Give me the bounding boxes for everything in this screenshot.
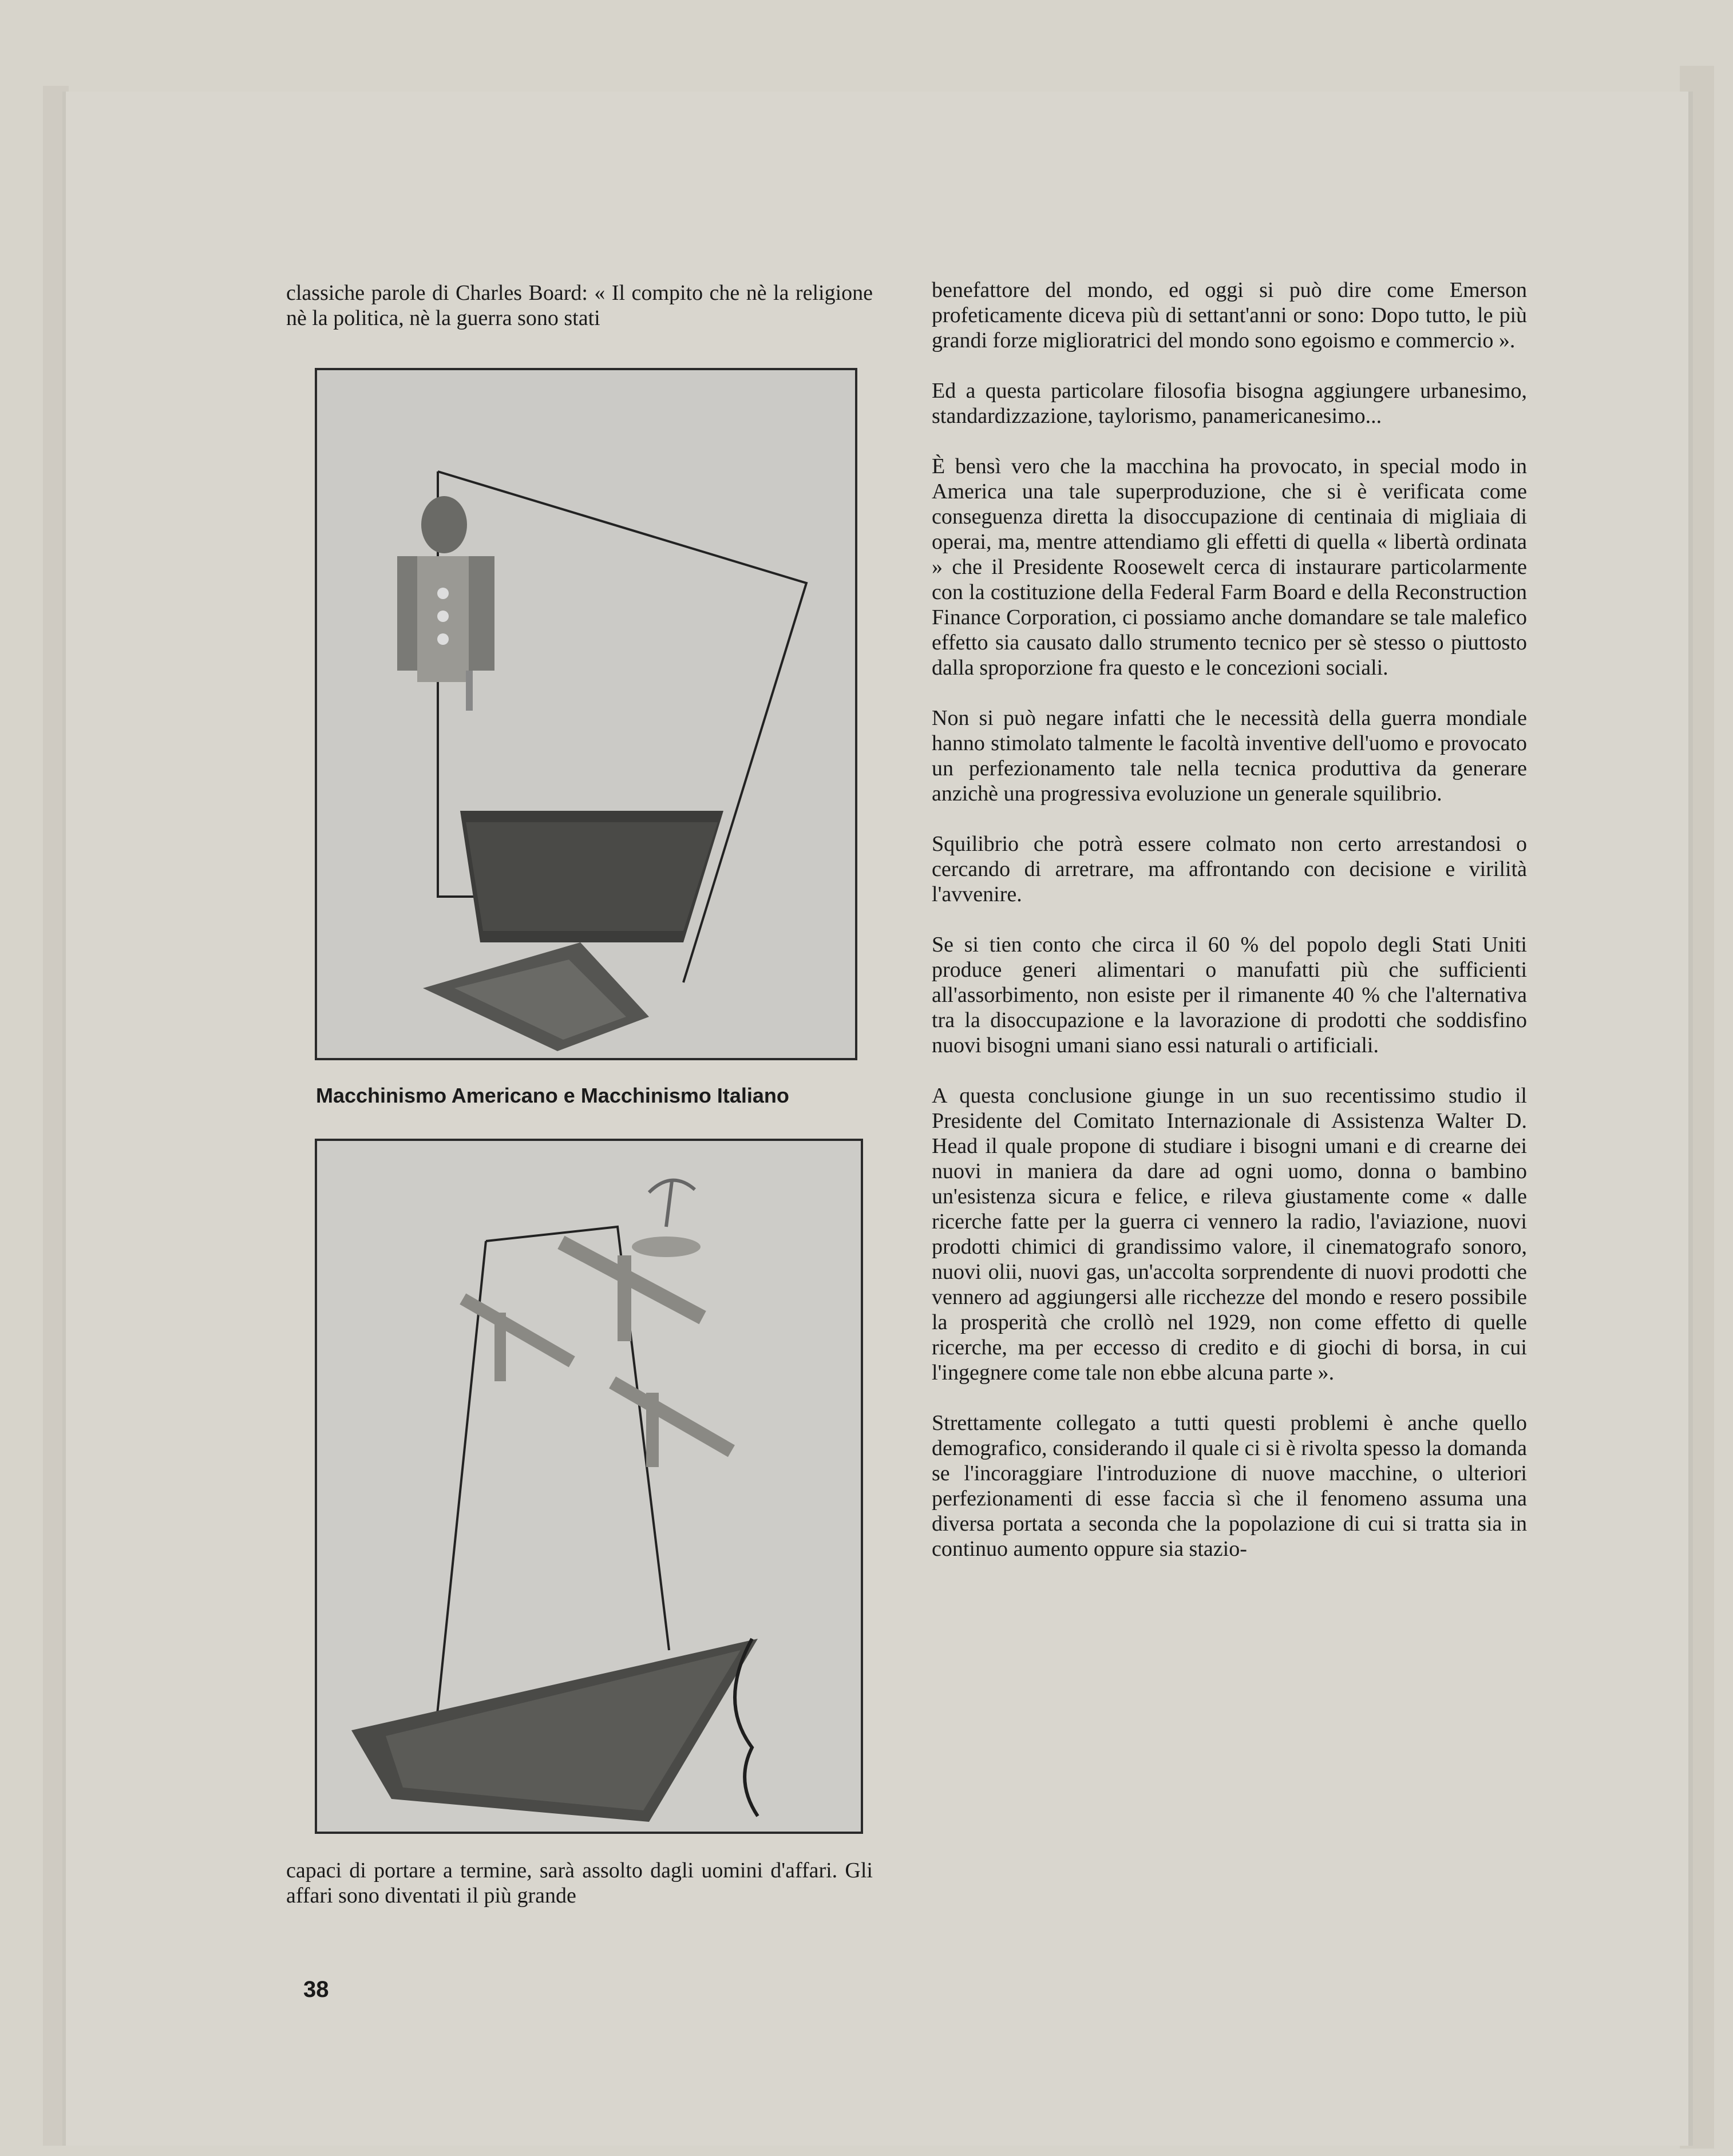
right-paragraph-3: È bensì vero che la macchina ha provocato, in special modo in America una tale superproduzione, che si è verificata come conseguenza diretta la disoccupazione di centinaia di migliaia di operai, ma, mentre attendiamo gli effetti di quella « libertà ordinata » che il Presidente Roosewelt cerca di instaurare particolarmente con la costituzione della Federal Farm Board e della Reconstruction Finance Corporation, ci possiamo anche domandare se tale malefico effetto sia causato dallo strumento tecnico per sè stesso o piuttosto dalla sproporzione fra questo e le concezioni sociali. [932,454,1527,680]
page-number: 38 [303,1977,329,2002]
right-paragraph-7: A questa conclusione giunge in un suo recentissimo studio il Presidente del Comitato Internazionale di Assistenza Walter D. Head il quale propone di studiare i bisogni umani e di crearne dei nuovi in maniera da dare ad ogni uomo, donna o bambino un'esistenza sicura e felice, e rileva giustamente come « dalle ricerche fatte per la guerra ci vennero la radio, l'aviazione, nuovi prodotti chimici di grandissimo valore, il cinematografo sonoro, nuovi olii, nuovi gas, un'accolta sorprendente di nuovi prodotti che vennero ad aggiungersi alle ricchezze del mondo e resero possibile la prosperità che crollò nel 1929, non come effetto di quelle ricerche, ma per eccesso di credito e di giochi di borsa, in cui l'ingegnere come tale non ebbe alcuna parte ». [932,1084,1527,1385]
right-column [932,278,1527,1587]
right-paragraph-8: Strettamente collegato a tutti questi problemi è anche quello demografico, considerando il quale ci si è rivolta spesso la domanda se l'incoraggiare l'introduzione di nuove macchine, o ulteriori perfezionamenti di esse faccia sì che il fenomeno assuma una diversa portata a seconda che la popolazione di cui si tratta sia in continuo aumento oppure sia stazio- [932,1411,1527,1561]
photomontage-caption: Macchinismo Americano e Macchinismo Italiano [316,1084,789,1107]
photomontage-italian [315,1139,863,1834]
right-paragraph-4: Non si può negare infatti che le necessità della guerra mondiale hanno stimolato talmente le facoltà inventive dell'uomo e provocato un perfezionamento tale nella tecnica produttiva da generare anzichè una progressiva evoluzione un generale squilibrio. [932,706,1527,806]
left-bottom-paragraph: capaci di portare a termine, sarà assolto dagli uomini d'affari. Gli affari sono diventati il più grande [286,1858,873,1908]
photomontage-american-image [317,370,855,1058]
left-column-bottom [286,1858,873,1933]
left-column-top [286,280,873,356]
right-paragraph-5: Squilibrio che potrà essere colmato non certo arrestandosi o cercando di arretrare, ma affrontando con decisione e virilità l'avvenire. [932,832,1527,906]
photomontage-italian-image [317,1141,861,1832]
page-left-edge [43,86,69,2146]
right-paragraph-6: Se si tien conto che circa il 60 % del popolo degli Stati Uniti produce generi alimentari o manufatti più che sufficienti all'assorbimento, non esiste per il rimanente 40 % che l'alternativa tra la disoccupazione e la lavorazione di prodotti che soddisfino nuovi bisogni umani siano essi naturali o artificiali. [932,933,1527,1057]
right-paragraph-2: Ed a questa particolare filosofia bisogna aggiungere urbanesimo, standardizzazione, taylorismo, panamericanesimo... [932,379,1527,428]
right-paragraph-1: benefattore del mondo, ed oggi si può dire come Emerson profeticamente diceva più di settant'anni or sono: Dopo tutto, le più grandi forze miglioratrici del mondo sono egoismo e commercio ». [932,278,1527,352]
photomontage-american [315,368,857,1060]
left-top-paragraph: classiche parole di Charles Board: « Il compito che nè la religione nè la politica, nè la guerra sono stati [286,281,873,330]
